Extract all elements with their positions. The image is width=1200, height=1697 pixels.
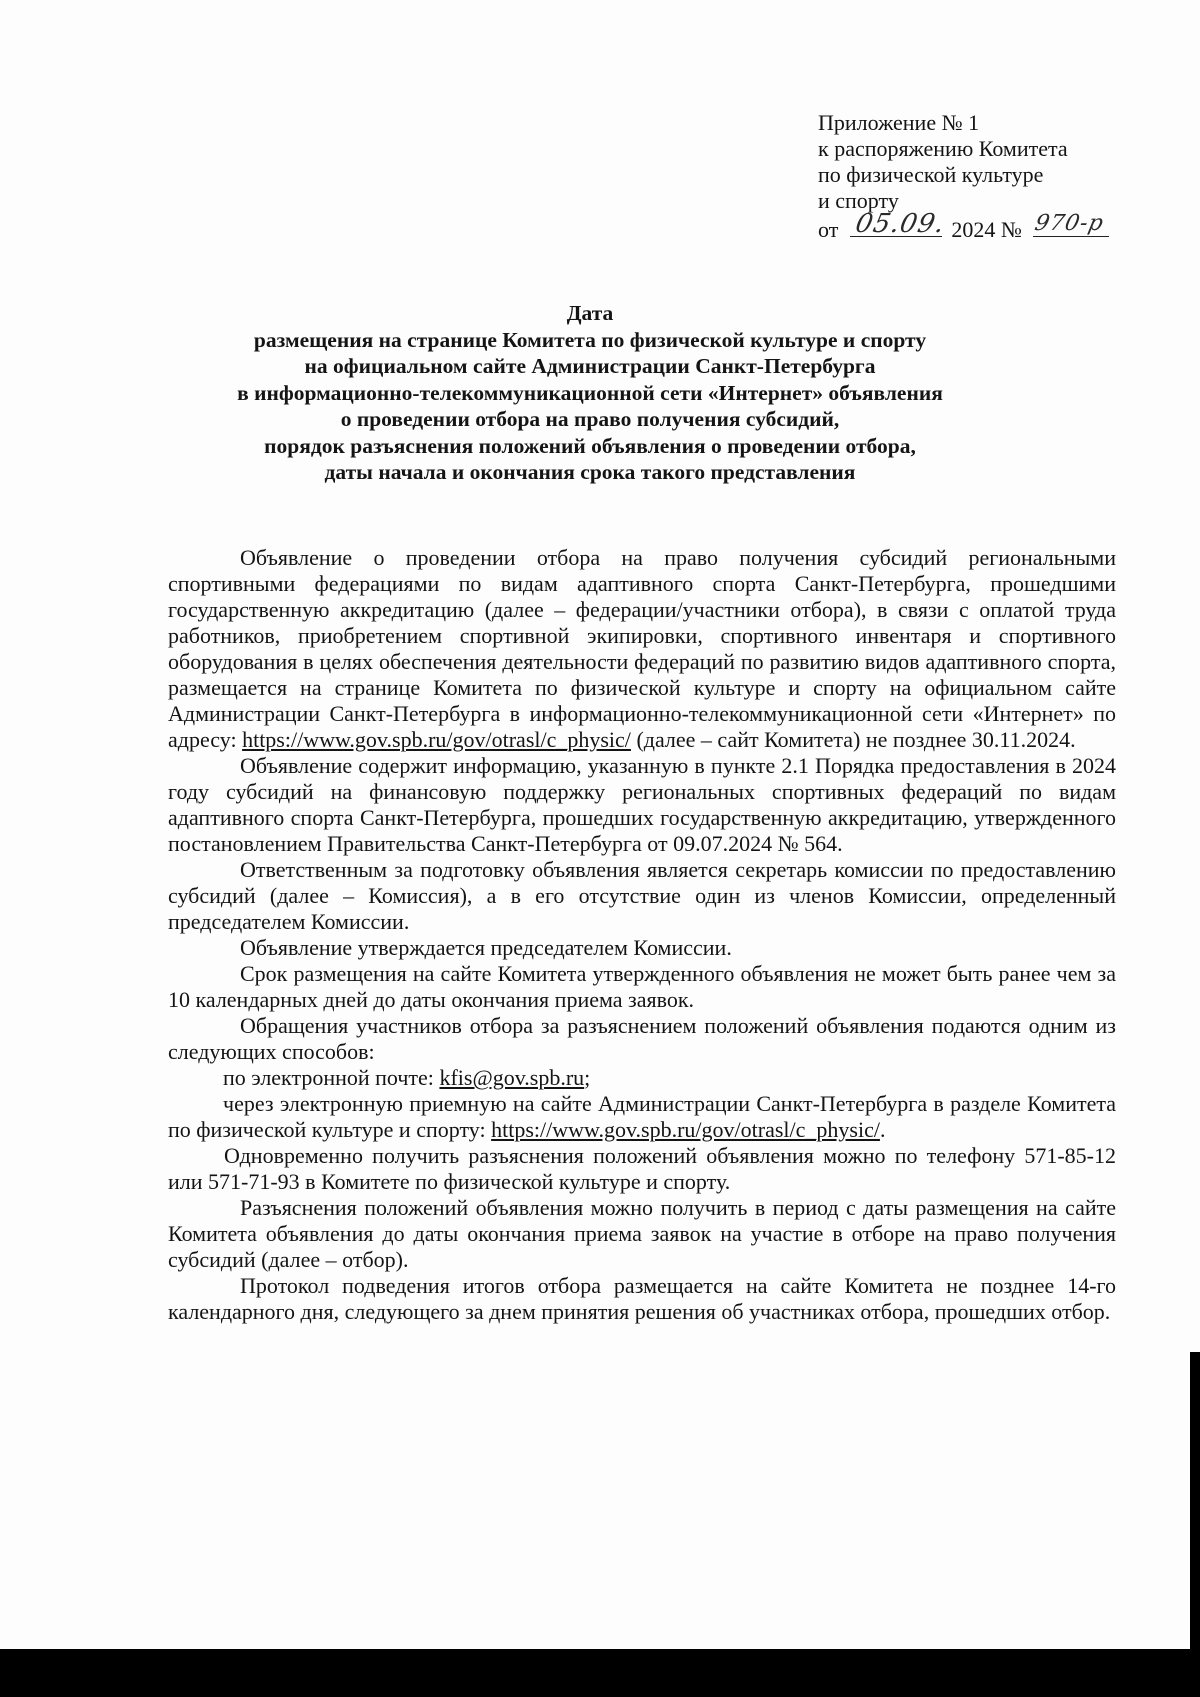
title-line-7: даты начала и окончания срока такого представления (324, 460, 856, 484)
paragraph-10: Разъяснения положений объявления можно получить в период с даты размещения на сайте Комитета объявления до даты окончания приема заявок на участие в отборе на право получения субсидий (далее – отбор). (168, 1195, 1116, 1272)
date-blank (850, 209, 948, 239)
attachment-line-2: к распоряжению Комитета (818, 136, 1068, 161)
paragraph-3: Ответственным за подготовку объявления является секретарь комиссии по предоставлению субсидий (далее – Комиссия), а в его отсутствие один из членов Комиссии, определенный председателем Комиссии. (168, 857, 1116, 934)
title-line-4: в информационно-телекоммуникационной сети «Интернет» объявления (237, 380, 943, 405)
paragraph-1-tail: (далее – сайт Комитета) не позднее 30.11.2024. (630, 727, 1076, 752)
attachment-line-4: и спорту (818, 188, 899, 213)
attachment-line-3: по физической культуре (818, 162, 1044, 187)
attachment-date-line (818, 209, 1148, 243)
title-line-5: о проведении отбора на право получения субсидий, (340, 407, 840, 431)
paragraph-4: Объявление утверждается председателем Комиссии. (240, 935, 732, 960)
email-link[interactable]: kfis@gov.spb.ru (439, 1065, 585, 1090)
attachment-line-1: Приложение № 1 (818, 110, 980, 135)
paragraph-2: Объявление содержит информацию, указанную в пункте 2.1 Порядка предоставления в 2024 году субсидий на финансовую поддержку региональных спортивных федераций по видам адаптивного спорта Санкт-Петербурга, прошедших государственную аккредитацию, утвержденного постановлением Правительства Санкт-Петербурга от 09.07.2024 № 564. (168, 753, 1116, 856)
paragraph-7 (168, 1065, 1116, 1091)
reception-link[interactable]: https://www.gov.spb.ru/gov/otrasl/c_physic/ (491, 1117, 880, 1142)
email-suffix: ; (584, 1065, 591, 1090)
number-blank (1032, 211, 1109, 237)
date-prefix: от (818, 217, 839, 242)
paragraph-6: Обращения участников отбора за разъяснением положений объявления подаются одним из следующих способов: (168, 1013, 1116, 1064)
scan-bottom-border (0, 1649, 1200, 1697)
title-line-3: на официальном сайте Администрации Санкт-Петербурга (304, 354, 876, 378)
paragraph-9: Одновременно получить разъяснения положений объявления можно по телефону 571-85-12 или 571-71-93 в Комитете по физической культуре и спорту. (168, 1143, 1116, 1194)
title-line-2: размещения на странице Комитета по физической культуре и спорту (253, 327, 927, 352)
title-line-1: Дата (566, 301, 614, 325)
handwritten-number: 970-р (1032, 211, 1107, 236)
title-line-6: порядок разъяснения положений объявления о проведении отбора, (264, 433, 916, 458)
paragraph-1 (168, 545, 1116, 753)
handwritten-date: 05.09. (852, 209, 948, 239)
committee-site-link[interactable]: https://www.gov.spb.ru/gov/otrasl/c_physic/ (242, 727, 631, 752)
year-number-label: 2024 № (951, 217, 1022, 242)
document-body (168, 545, 1116, 1325)
reception-suffix: . (879, 1117, 886, 1142)
paragraph-11: Протокол подведения итогов отбора размещается на сайте Комитета не позднее 14-го календарного дня, следующего за днем принятия решения об участниках отбора, прошедших отбор. (168, 1273, 1116, 1324)
scan-edge-right (1190, 1352, 1200, 1652)
reception-text: через электронную приемную на сайте Администрации Санкт-Петербурга в разделе Комитета по физической культуре и спорту: (168, 1091, 1116, 1142)
paragraph-5: Срок размещения на сайте Комитета утвержденного объявления не может быть ранее чем за 10 календарных дней до даты окончания приема заявок. (168, 961, 1116, 1012)
document-title (160, 300, 1020, 486)
paragraph-8 (168, 1091, 1116, 1143)
attachment-header (818, 110, 1148, 243)
email-prefix: по электронной почте: (223, 1065, 440, 1090)
paragraph-1-text: Объявление о проведении отбора на право получения субсидий региональными спортивными федерациями по видам адаптивного спорта Санкт-Петербурга, прошедшими государственную аккредитацию (далее – федерации/участники отбора), в связи с оплатой труда работников, приобретением спортивной экипировки, спортивного инвентаря и спортивного оборудования в целях обеспечения деятельности федераций по развитию видов адаптивного спорта, размещается на странице Комитета по физической культуре и спорту на официальном сайте Администрации Санкт-Петербурга в информационно-телекоммуникационной сети «Интернет» по адресу: (168, 545, 1116, 752)
